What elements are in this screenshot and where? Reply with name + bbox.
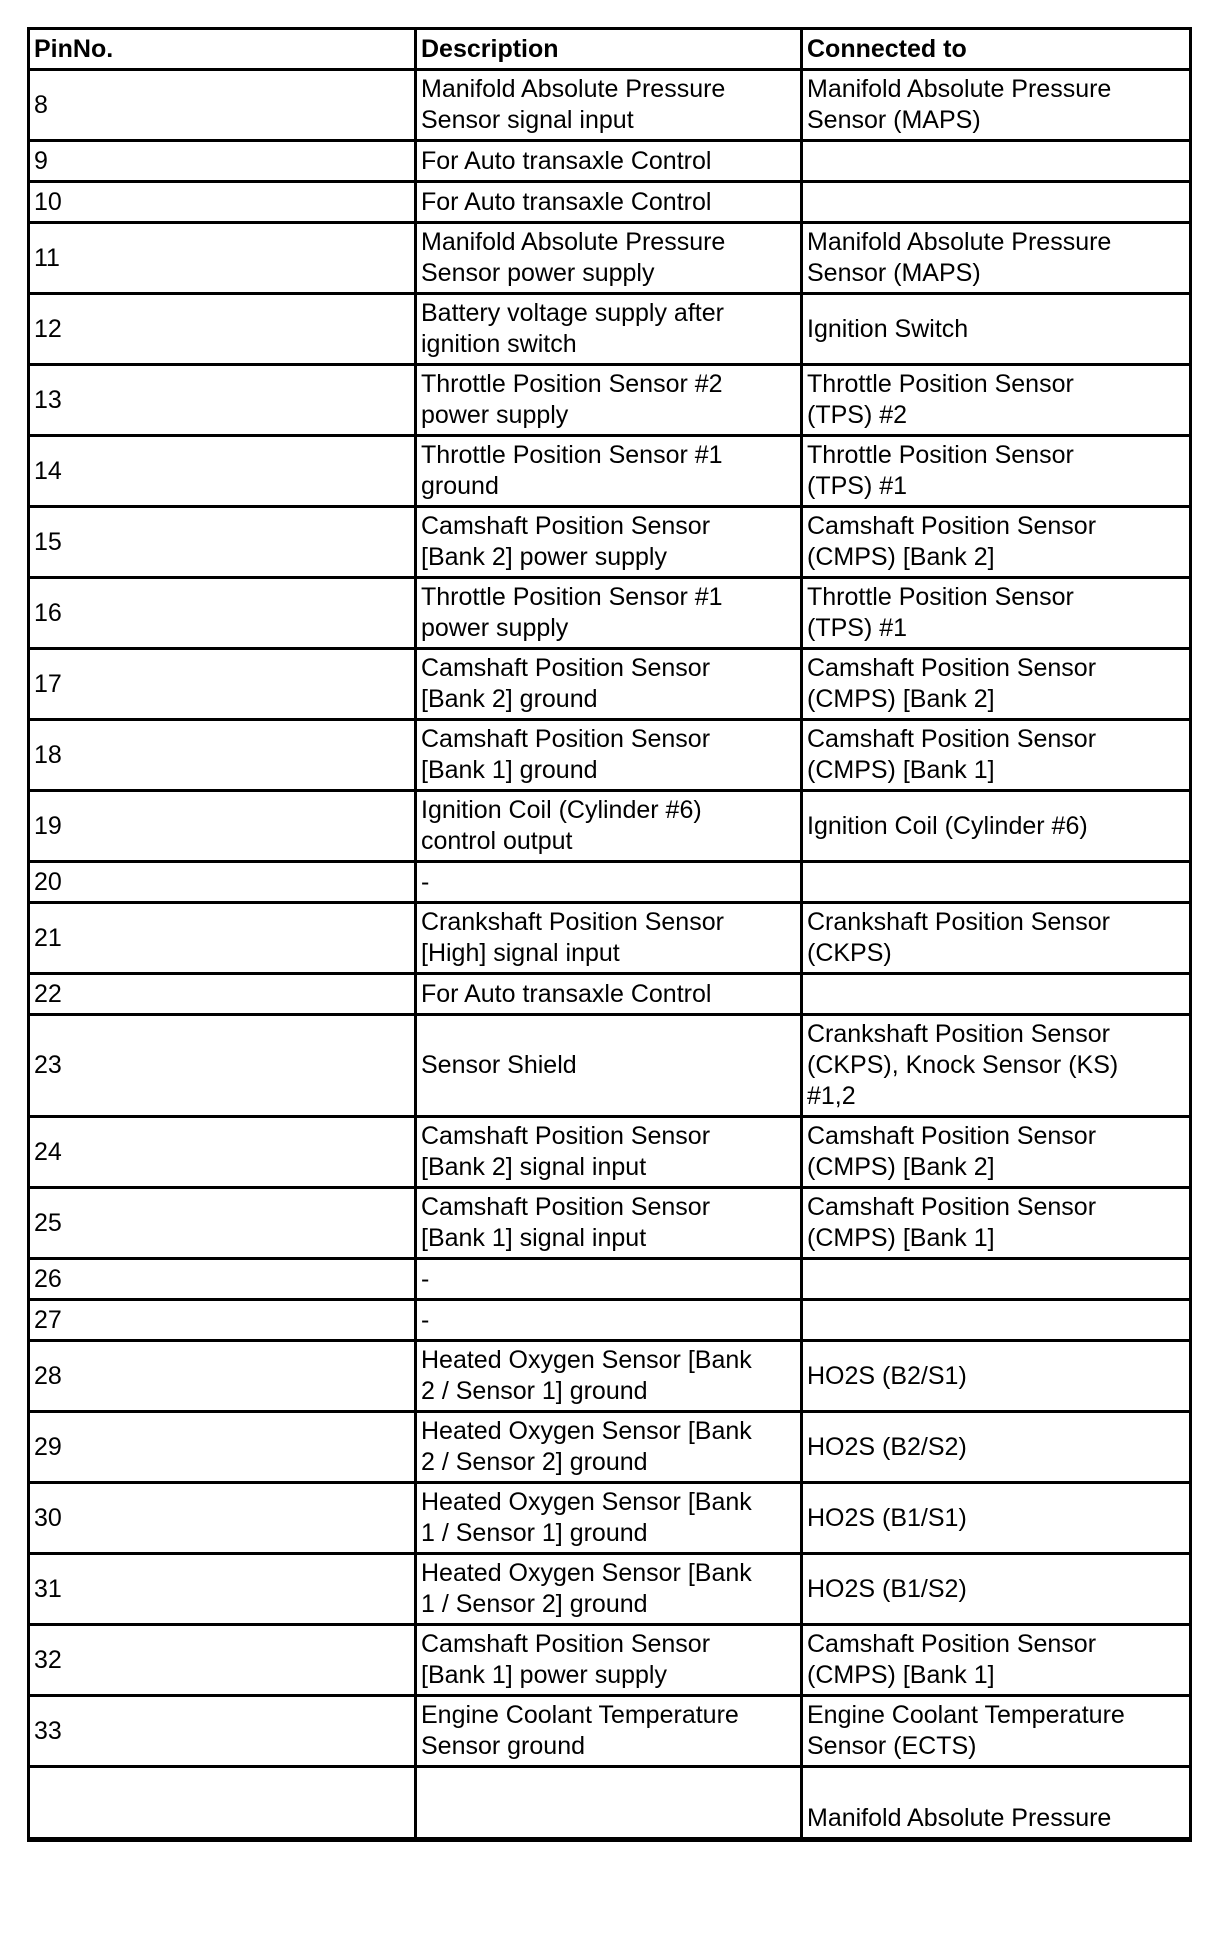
pin-cell: 14 — [29, 436, 416, 507]
description-cell: Ignition Coil (Cylinder #6) control output — [416, 791, 802, 862]
pin-cell: 10 — [29, 182, 416, 223]
header-connected-to: Connected to — [802, 29, 1191, 70]
description-cell: Manifold Absolute Pressure Sensor signal input — [416, 70, 802, 141]
table-row — [29, 1554, 1191, 1625]
description-cell: Camshaft Position Sensor [Bank 1] power supply — [416, 1625, 802, 1696]
table-row — [29, 70, 1191, 141]
connected-to-cell: HO2S (B2/S2) — [802, 1412, 1191, 1483]
pin-cell: 13 — [29, 365, 416, 436]
connected-to-cell: HO2S (B1/S2) — [802, 1554, 1191, 1625]
header-pin-no: PinNo. — [29, 29, 416, 70]
table-row — [29, 1341, 1191, 1412]
connected-to-cell: HO2S (B1/S1) — [802, 1483, 1191, 1554]
table-body — [29, 70, 1191, 1840]
description-cell: Heated Oxygen Sensor [Bank 1 / Sensor 2] ground — [416, 1554, 802, 1625]
connected-to-cell: Manifold Absolute Pressure Sensor (MAPS) — [802, 70, 1191, 141]
description-cell: Camshaft Position Sensor [Bank 2] signal input — [416, 1117, 802, 1188]
description-cell: Engine Coolant Temperature Sensor ground — [416, 1696, 802, 1767]
pin-cell — [29, 1767, 416, 1840]
table-row — [29, 1015, 1191, 1117]
connected-to-cell — [802, 862, 1191, 903]
table-row — [29, 1117, 1191, 1188]
connected-to-cell: Crankshaft Position Sensor (CKPS) — [802, 903, 1191, 974]
description-cell: Camshaft Position Sensor [Bank 2] ground — [416, 649, 802, 720]
pin-cell: 17 — [29, 649, 416, 720]
connected-to-cell: Camshaft Position Sensor (CMPS) [Bank 1] — [802, 1625, 1191, 1696]
table-row — [29, 507, 1191, 578]
description-cell: Throttle Position Sensor #1 power supply — [416, 578, 802, 649]
pin-cell: 27 — [29, 1300, 416, 1341]
description-cell: Sensor Shield — [416, 1015, 802, 1117]
description-cell: Battery voltage supply after ignition switch — [416, 294, 802, 365]
table-row — [29, 365, 1191, 436]
connected-to-cell — [802, 974, 1191, 1015]
connected-to-cell: Throttle Position Sensor (TPS) #2 — [802, 365, 1191, 436]
description-cell: Heated Oxygen Sensor [Bank 2 / Sensor 2] ground — [416, 1412, 802, 1483]
table-row — [29, 1188, 1191, 1259]
table-row — [29, 974, 1191, 1015]
pin-cell: 19 — [29, 791, 416, 862]
connected-to-cell — [802, 141, 1191, 182]
connected-to-cell: Manifold Absolute Pressure Sensor (MAPS) — [802, 223, 1191, 294]
description-cell: - — [416, 1300, 802, 1341]
table-row — [29, 903, 1191, 974]
pin-cell: 28 — [29, 1341, 416, 1412]
connected-to-cell: Ignition Switch — [802, 294, 1191, 365]
pin-cell: 25 — [29, 1188, 416, 1259]
table-row — [29, 720, 1191, 791]
table-row — [29, 1696, 1191, 1767]
connected-to-cell: Manifold Absolute Pressure — [802, 1767, 1191, 1840]
description-cell: Crankshaft Position Sensor [High] signal input — [416, 903, 802, 974]
connected-to-cell: Camshaft Position Sensor (CMPS) [Bank 2] — [802, 1117, 1191, 1188]
connected-to-cell: Ignition Coil (Cylinder #6) — [802, 791, 1191, 862]
pin-cell: 15 — [29, 507, 416, 578]
description-cell: Throttle Position Sensor #2 power supply — [416, 365, 802, 436]
table-row — [29, 791, 1191, 862]
table-row — [29, 1625, 1191, 1696]
pin-cell: 11 — [29, 223, 416, 294]
description-cell: Throttle Position Sensor #1 ground — [416, 436, 802, 507]
connected-to-cell: Engine Coolant Temperature Sensor (ECTS) — [802, 1696, 1191, 1767]
pin-cell: 24 — [29, 1117, 416, 1188]
connected-to-cell: Camshaft Position Sensor (CMPS) [Bank 2] — [802, 649, 1191, 720]
description-cell: For Auto transaxle Control — [416, 182, 802, 223]
connected-to-cell: HO2S (B2/S1) — [802, 1341, 1191, 1412]
connected-to-cell — [802, 1259, 1191, 1300]
description-cell: Camshaft Position Sensor [Bank 2] power supply — [416, 507, 802, 578]
pin-cell: 31 — [29, 1554, 416, 1625]
pin-cell: 22 — [29, 974, 416, 1015]
connected-to-cell — [802, 1300, 1191, 1341]
connected-to-cell: Throttle Position Sensor (TPS) #1 — [802, 578, 1191, 649]
table-row — [29, 182, 1191, 223]
table-row — [29, 436, 1191, 507]
pin-cell: 26 — [29, 1259, 416, 1300]
header-description: Description — [416, 29, 802, 70]
connected-to-cell: Camshaft Position Sensor (CMPS) [Bank 1] — [802, 720, 1191, 791]
table-row — [29, 1483, 1191, 1554]
pin-cell: 21 — [29, 903, 416, 974]
table-row — [29, 1412, 1191, 1483]
description-cell: Manifold Absolute Pressure Sensor power supply — [416, 223, 802, 294]
pin-table — [27, 27, 1192, 1842]
description-cell: For Auto transaxle Control — [416, 974, 802, 1015]
pin-cell: 8 — [29, 70, 416, 141]
table-row — [29, 223, 1191, 294]
description-cell — [416, 1767, 802, 1840]
pin-cell: 16 — [29, 578, 416, 649]
description-cell: - — [416, 862, 802, 903]
connected-to-cell: Camshaft Position Sensor (CMPS) [Bank 2] — [802, 507, 1191, 578]
pin-cell: 18 — [29, 720, 416, 791]
connected-to-cell: Throttle Position Sensor (TPS) #1 — [802, 436, 1191, 507]
table-row — [29, 862, 1191, 903]
pin-cell: 33 — [29, 1696, 416, 1767]
table-row — [29, 1259, 1191, 1300]
description-cell: Camshaft Position Sensor [Bank 1] ground — [416, 720, 802, 791]
pin-cell: 9 — [29, 141, 416, 182]
connected-to-cell: Crankshaft Position Sensor (CKPS), Knock Sensor (KS) #1,2 — [802, 1015, 1191, 1117]
pin-cell: 30 — [29, 1483, 416, 1554]
table-row — [29, 1300, 1191, 1341]
pin-cell: 29 — [29, 1412, 416, 1483]
description-cell: Heated Oxygen Sensor [Bank 2 / Sensor 1] ground — [416, 1341, 802, 1412]
description-cell: Camshaft Position Sensor [Bank 1] signal input — [416, 1188, 802, 1259]
table-row — [29, 294, 1191, 365]
table-row — [29, 649, 1191, 720]
table-row — [29, 578, 1191, 649]
header-row — [29, 29, 1191, 70]
description-cell: Heated Oxygen Sensor [Bank 1 / Sensor 1] ground — [416, 1483, 802, 1554]
table-row — [29, 1767, 1191, 1840]
connected-to-cell: Camshaft Position Sensor (CMPS) [Bank 1] — [802, 1188, 1191, 1259]
pin-cell: 32 — [29, 1625, 416, 1696]
pin-cell: 23 — [29, 1015, 416, 1117]
table-row — [29, 141, 1191, 182]
description-cell: For Auto transaxle Control — [416, 141, 802, 182]
connected-to-cell — [802, 182, 1191, 223]
pin-cell: 12 — [29, 294, 416, 365]
description-cell: - — [416, 1259, 802, 1300]
pin-cell: 20 — [29, 862, 416, 903]
